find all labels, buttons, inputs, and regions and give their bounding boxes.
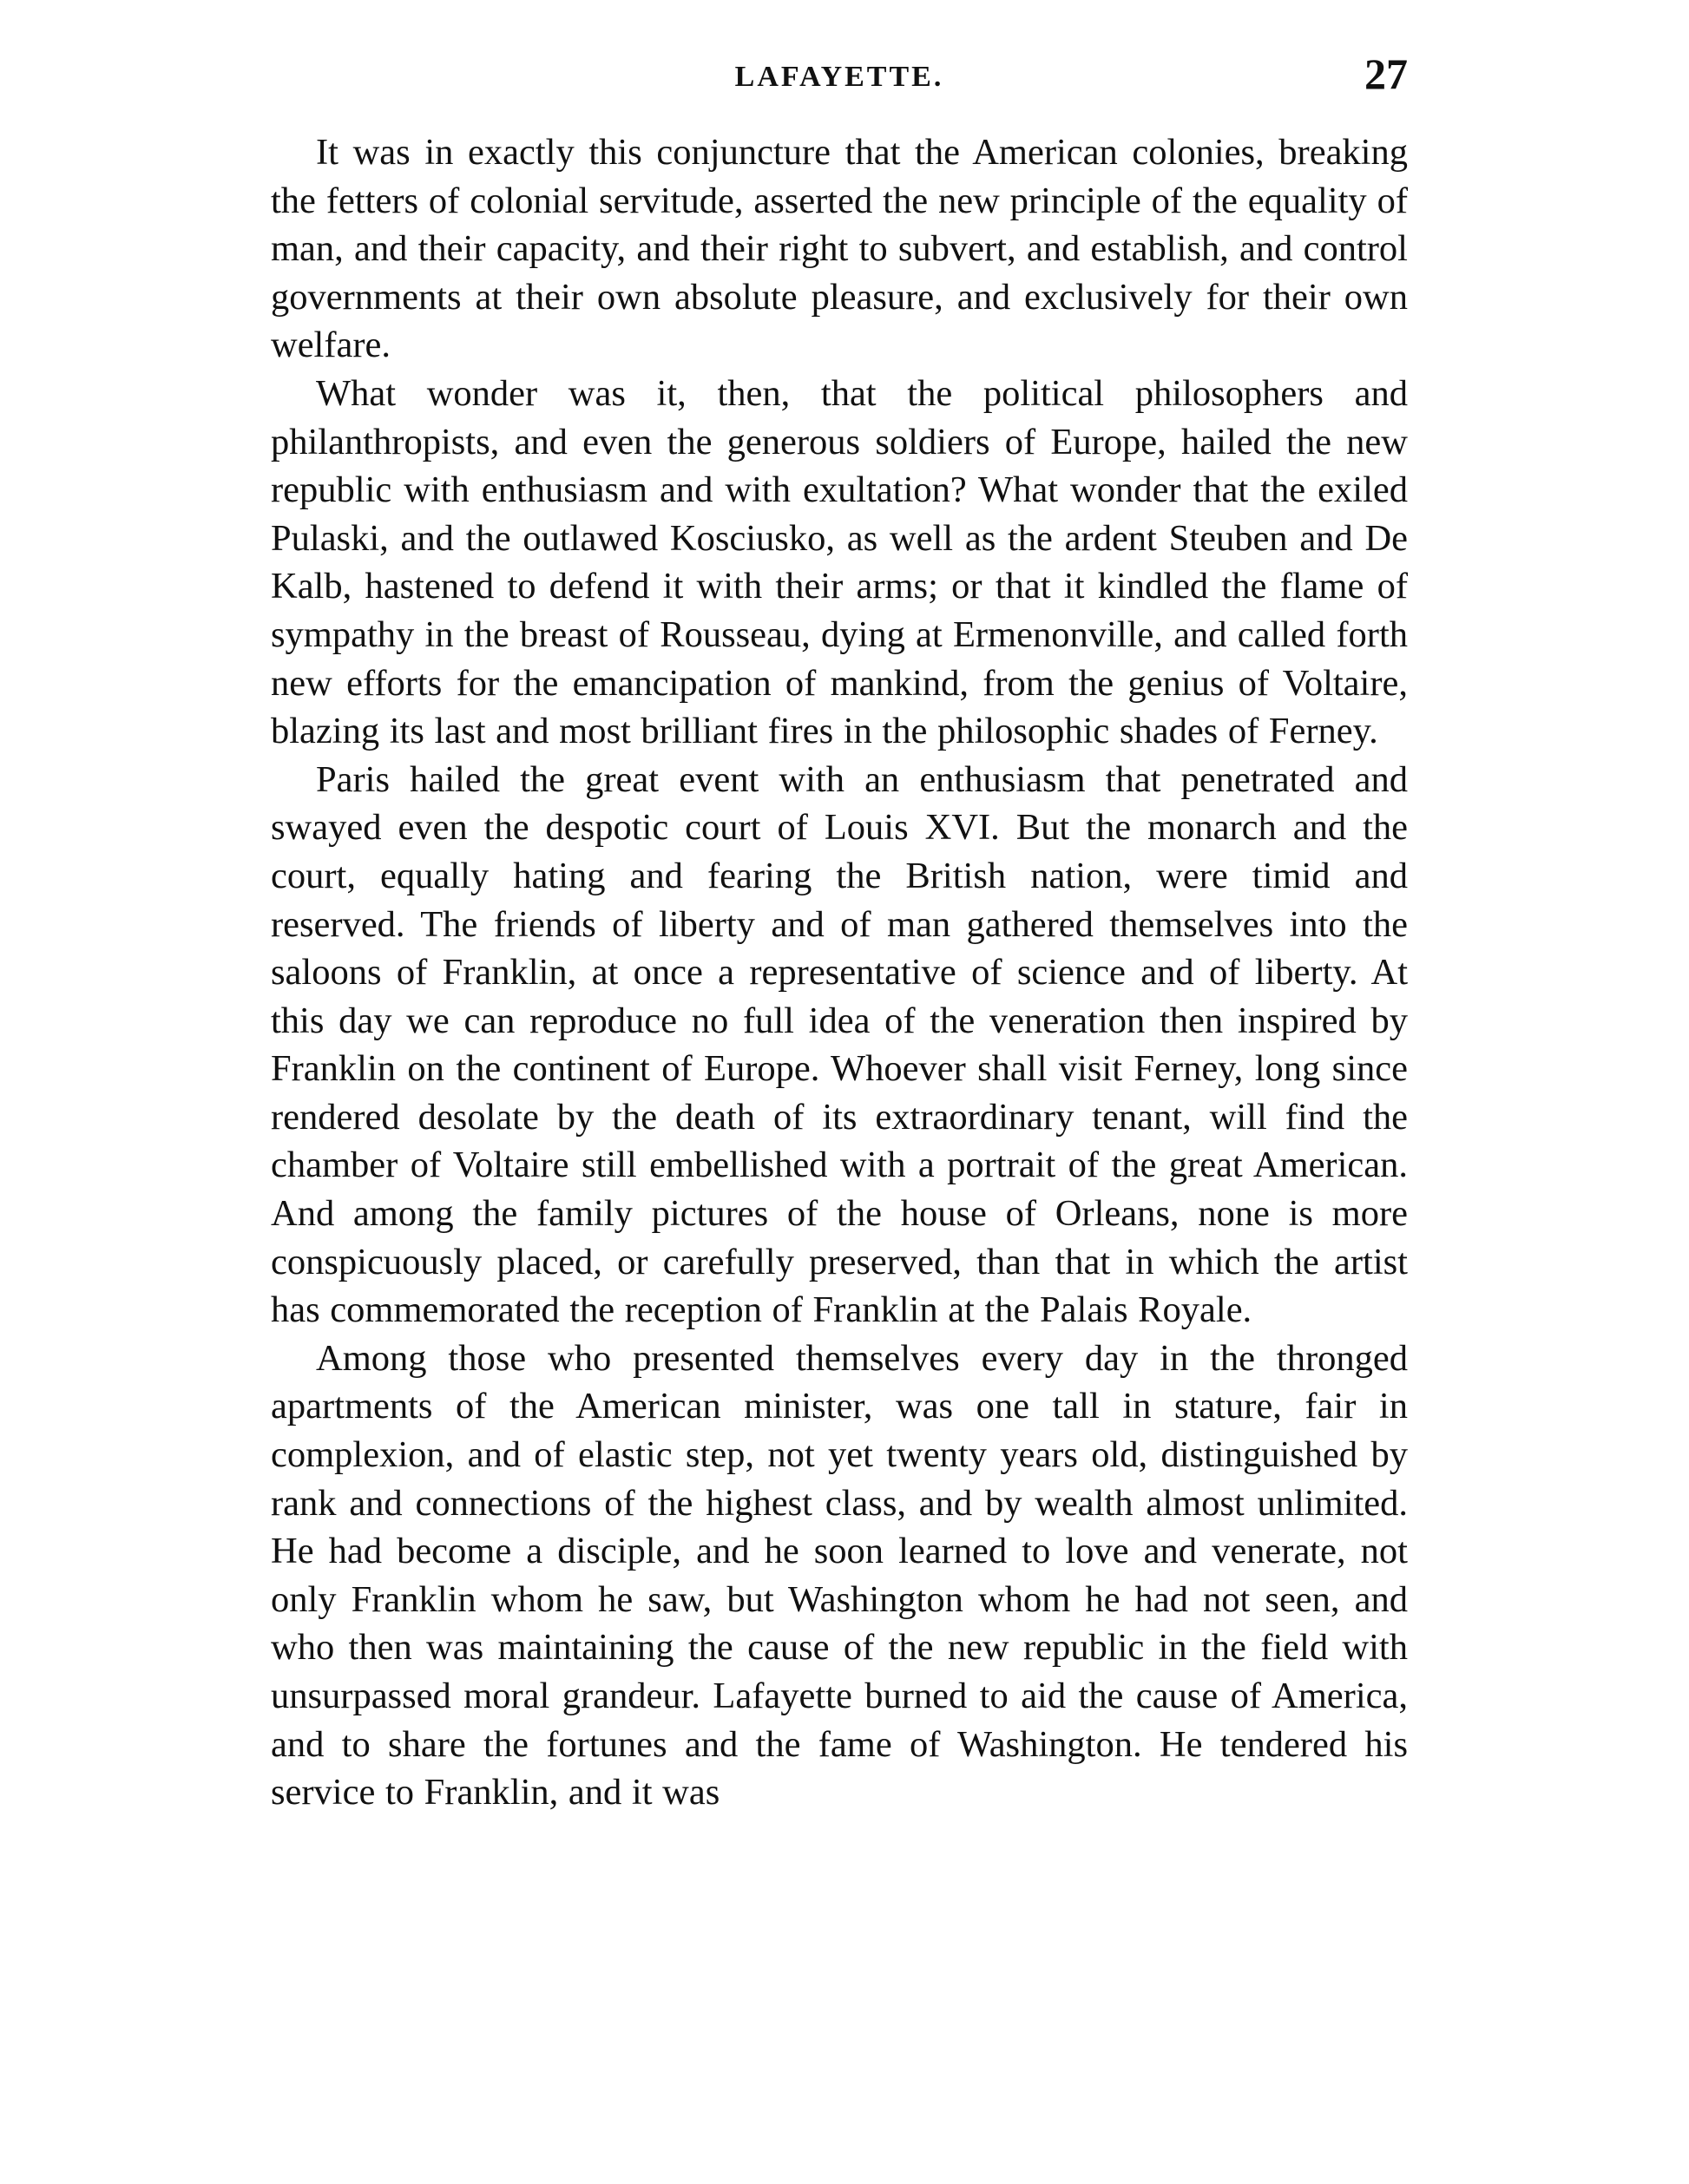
page-number: 27 bbox=[1364, 49, 1408, 98]
paragraph-3: Paris hailed the great event with an enthusiasm that penetrated and swayed even the despotic court of Louis XVI. But the monarch and the court, equally hating and fearing the British nation, were timid and reserved. The friends of liberty and of man gathered themselves into the saloons of Franklin, at once a representative of science and of liberty. At this day we can reproduce no full idea of the veneration then inspired by Franklin on the continent of Europe. Whoever shall visit Ferney, long since rendered desolate by the death of its extraordinary tenant, will find the chamber of Voltaire still embellished with a portrait of the great American. And among the family pictures of the house of Orleans, none is more conspicuously placed, or carefully preserved, than that in which the artist has commemorated the reception of Franklin at the Palais Royale. bbox=[271, 758, 1408, 1331]
paragraph-4: Among those who presented themselves every day in the thronged apartments of the American minister, was one tall in stature, fair in complexion, and of elastic step, not yet twenty years old, distinguished by rank and connections of the highest class, and by wealth almost unlimited. He had become a disciple, and he soon learned to love and venerate, not only Franklin whom he saw, but Washington whom he had not seen, and who then was maintaining the cause of the new republic in the field with unsurpassed moral grandeur. Lafayette burned to aid the cause of America, and to share the fortunes and the fame of Washington. He tendered his service to Franklin, and it was bbox=[271, 1337, 1408, 1813]
paragraph-1: It was in exactly this conjuncture that the American colonies, breaking the fetters of colonial servitude, asserted the new principle of the equality of man, and their capacity, and their right to subvert, and establish, and control governments at their own absolute pleasure, and exclusively for their own welfare. bbox=[271, 132, 1408, 366]
running-title: LAFAYETTE. bbox=[734, 61, 944, 93]
body-text bbox=[271, 128, 1408, 1817]
paragraph-2: What wonder was it, then, that the political philosophers and philanthropists, and even the generous soldiers of Europe, hailed the new republic with enthusiasm and with exultation? What wonder that the exiled Pulaski, and the outlawed Kosciusko, as well as the ardent Steuben and De Kalb, hastened to defend it with their arms; or that it kindled the flame of sympathy in the breast of Rousseau, dying at Ermenonville, and called forth new efforts for the emancipation of mankind, from the genius of Voltaire, blazing its last and most brilliant fires in the philosophic shades of Ferney. bbox=[271, 372, 1408, 752]
running-head bbox=[271, 49, 1408, 109]
